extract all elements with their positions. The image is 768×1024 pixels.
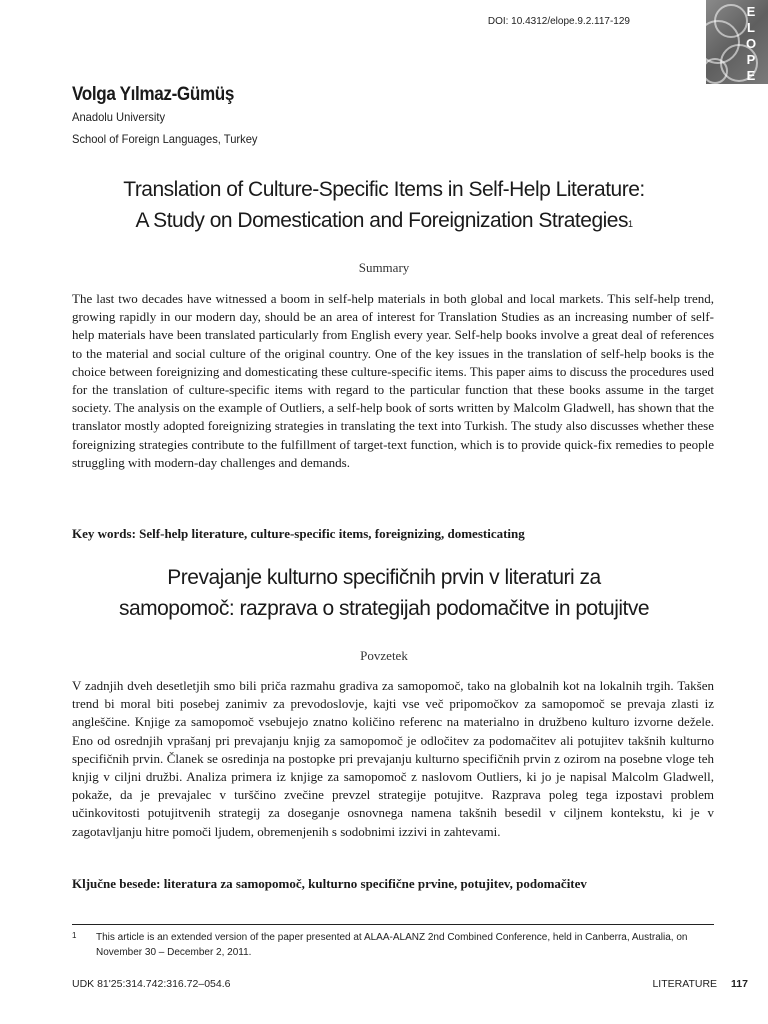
english-title-line-2: A Study on Domestication and Foreignization Strategies$^1$: [135, 209, 633, 232]
summary-heading: Summary: [358, 260, 410, 275]
slovene-keywords: [72, 876, 714, 892]
english-keywords: [72, 526, 714, 542]
page-footer: [652, 978, 748, 990]
keywords-label: Key words:: [72, 526, 136, 541]
footnote-text: This article is an extended version of the paper presented at ALAA-ALANZ 2nd Combined Conference, held in Canberra, Australia, on November 30 – December 2, 2011.: [96, 932, 688, 958]
footnote-mark: 1: [72, 931, 77, 940]
doi-label: DOI: 10.4312/elope.9.2.117-129: [487, 16, 630, 27]
udk-code: UDK 81'25:314.742:316.72–054.6: [72, 978, 231, 990]
english-abstract: The last two decades have witnessed a boom in self-help materials in both global and local markets. This self-help trend, growing rapidly in our modern day, should be an area of interest for Translation Studies as an increasing number of self-help materials have been translated particularly from English every year. Self-help books involve a great deal of references to the material and social culture of the original country. One of the key issues in the translation of self-help books is the choice between foreignizing and domesticating these culture-specific items. This paper aims to discuss the procedures used for the translation of culture-specific items with regard to the particular function that these books assume in the target society. The analysis on the example of Outliers, a self-help book of sorts written by Malcolm Gladwell, has shown that the translator mostly adopted foreignizing strategies in translating the text into Turkish. The study also discusses whether these foreignizing strategies contribute to the fulfillment of target-text function, which is to provide quick-fix remedies to people struggling with modern-day challenges and demands.: [72, 291, 714, 470]
affiliation-university: Anadolu University: [72, 110, 166, 124]
section-label: LITERATURE: [652, 978, 718, 990]
author-name: Volga Yılmaz-Gümüş: [72, 84, 235, 105]
logo-letters: E L O P E: [745, 4, 757, 83]
povzetek-heading: Povzetek: [360, 648, 408, 663]
footnote-rule: [72, 924, 714, 925]
english-title-line-1: Translation of Culture-Specific Items in Self-Help Literature:: [123, 178, 645, 201]
slovene-title-line-1: Prevajanje kulturno specifičnih prvin v literaturi za: [167, 566, 601, 589]
page-number: 117: [731, 978, 748, 990]
journal-logo: [706, 0, 768, 84]
kljucne-besede-list: literatura za samopomoč, kulturno specifične prvine, potujitev, podomačitev: [163, 876, 587, 891]
slovene-title-line-2: samopomoč: razprava o strategijah podomačitve in potujitve: [118, 597, 650, 620]
slovene-title: [60, 562, 708, 624]
keywords-list: Self-help literature, culture-specific items, foreignizing, domesticating: [139, 526, 525, 541]
kljucne-besede-label: Ključne besede:: [72, 876, 161, 891]
title-footnote-mark: 1: [627, 219, 633, 229]
english-title: [60, 174, 708, 236]
affiliation-school: School of Foreign Languages, Turkey: [72, 132, 258, 146]
slovene-abstract: V zadnjih dveh desetletjih smo bili priča razmahu gradiva za samopomoč, tako na globalnih kot na lokalnih trgih. Takšen trend bi moral biti posebej zanimiv za prevodoslovje, kajti vse več pripomočkov za samopomoč se prevaja zlasti iz angleščine. Knjige za samopomoč vsebujejo znatno količino referenc na materialno in družbeno kulturo izvorne dežele. Eno od osrednjih vprašanj pri prevajanju knjig za samopomoč je odločitev za podomačitev ali potujitev takšnih kulturno specifičnih prvin. Članek se osredinja na postopke pri prevajanju kulturno specifičnih prvin z ozirom na posebne vloge teh knjig v ciljni družbi. Analiza primera iz knjige za samopomoč z naslovom Outliers, ki jo je napisal Malcolm Gladwell, pokaže, da je prevajalec v turščino zvečine prevzel strategije potujitve. Razprava poleg tega izpostavi problem učinkovitosti potujitvenih strategij za doseganje osnovnega namena takšnih besedil v ciljnem kontekstu, ki je v zagotavljanju hitre pomoči ljudem, obremenjenih s sodobnimi izzivi in zahtevami.: [72, 678, 714, 839]
